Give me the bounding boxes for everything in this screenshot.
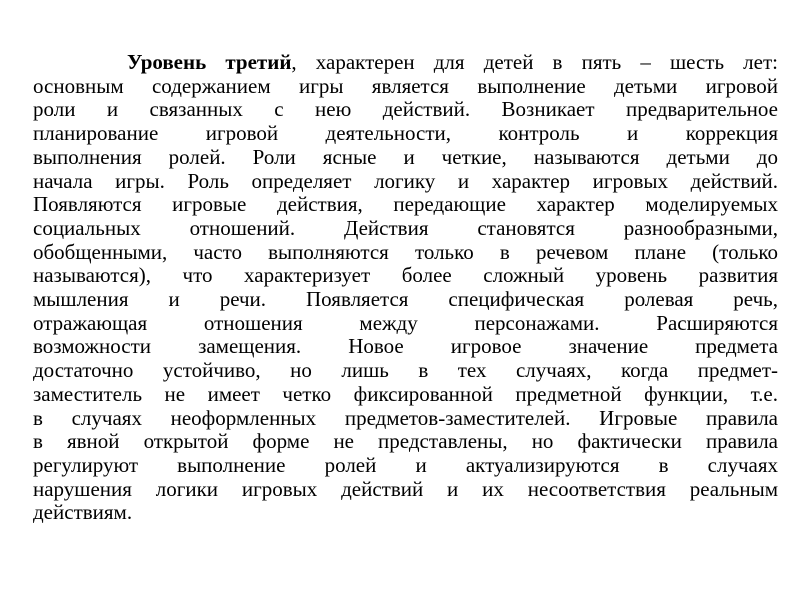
paragraph-line: Появляются игровые действия, передающие характер моделируемых: [33, 192, 778, 217]
paragraph-line: в случаях неоформленных предметов-заместителей. Игровые правила: [33, 405, 778, 430]
paragraph-line: мышления и речи. Появляется специфическая ролевая речь,: [33, 287, 778, 312]
paragraph-line: социальных отношений. Действия становятся разнообразными,: [33, 215, 778, 240]
paragraph-line: называются), что характеризует более сложный уровень развития: [33, 263, 778, 288]
paragraph-line: действиям.: [33, 500, 133, 525]
paragraph-line: регулируют выполнение ролей и актуализируются в случаях: [33, 452, 778, 477]
paragraph-line: планирование игровой деятельности, контроль и коррекция: [33, 121, 778, 146]
paragraph-line: достаточно устойчиво, но лишь в тех случаях, когда предмет-: [33, 358, 778, 383]
paragraph-line: выполнения ролей. Роли ясные и четкие, называются детьми до: [33, 144, 778, 169]
paragraph-line: отражающая отношения между персонажами. Расширяются: [33, 310, 778, 335]
paragraph-line: в явной открытой форме не представлены, но фактически правила: [33, 429, 778, 454]
lead-bold-text: Уровень третий: [127, 50, 292, 74]
paragraph-first-line: [33, 51, 778, 75]
paragraph-line: заместитель не имеет четко фиксированной предметной функции, т.е.: [33, 381, 778, 406]
paragraph-line: основным содержанием игры является выполнение детьми игровой: [33, 73, 778, 98]
body-paragraph: [33, 51, 778, 525]
paragraph-line: обобщенными, часто выполняются только в речевом плане (только: [33, 239, 778, 264]
paragraph-line: возможности замещения. Новое игровое значение предмета: [33, 334, 778, 359]
paragraph-line: роли и связанных с нею действий. Возникает предварительное: [33, 97, 778, 122]
paragraph-line: нарушения логики игровых действий и их несоответствия реальным: [33, 476, 778, 501]
paragraph-line: начала игры. Роль определяет логику и характер игровых действий.: [33, 168, 778, 193]
first-line-rest: , характерен для детей в пять – шесть лет:: [291, 50, 778, 74]
